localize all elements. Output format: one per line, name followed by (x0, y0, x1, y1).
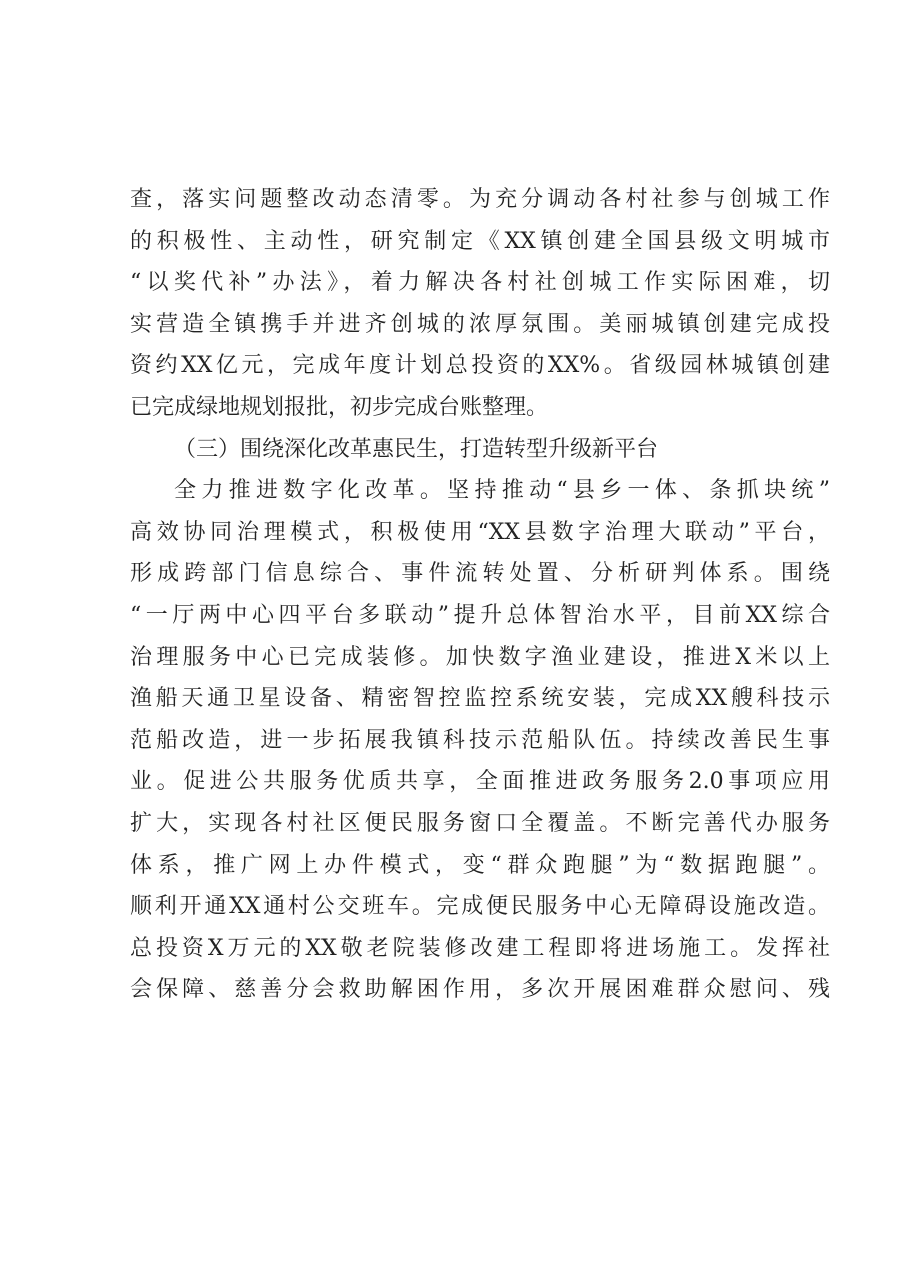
text-line: 已完成绿地规划报批，初步完成台账整理。 (130, 394, 549, 420)
text-line: 的积极性、主动性，研究制定《XX镇创建全国县级文明城市 (130, 228, 830, 254)
text-line: 治理服务中心已完成装修。加快数字渔业建设，推进X米以上 (130, 644, 830, 670)
text-line: 实营造全镇携手并进齐创城的浓厚氛围。美丽城镇创建完成投 (130, 311, 830, 337)
text-line: “一厅两中心四平台多联动”提升总体智治水平，目前XX综合 (130, 602, 830, 628)
text-line: “以奖代补”办法》，着力解决各村社创城工作实际困难，切 (130, 270, 830, 296)
body-text (130, 179, 830, 1011)
text-line: 体系，推广网上办件模式，变“群众跑腿”为“数据跑腿”。 (130, 852, 830, 878)
text-line: 总投资X万元的XX敬老院装修改建工程即将进场施工。发挥社 (130, 935, 830, 961)
text-line: 会保障、慈善分会救助解困作用，多次开展困难群众慰问、残 (130, 977, 830, 1003)
text-line: 全力推进数字化改革。坚持推动“县乡一体、条抓块统” (174, 478, 830, 504)
text-line: 资约XX亿元，完成年度计划总投资的XX%。省级园林城镇创建 (130, 353, 830, 379)
text-line: 查，落实问题整改动态清零。为充分调动各村社参与创城工作 (130, 187, 830, 212)
text-line: 顺利开通XX通村公交班车。完成便民服务中心无障碍设施改造。 (130, 894, 830, 920)
text-line: 范船改造，进一步拓展我镇科技示范船队伍。持续改善民生事 (130, 727, 830, 753)
text-line: 扩大，实现各村社区便民服务窗口全覆盖。不断完善代办服务 (130, 810, 830, 836)
text-line: 形成跨部门信息综合、事件流转处置、分析研判体系。围绕 (130, 561, 830, 587)
text-line: 业。促进公共服务优质共享，全面推进政务服务2.0事项应用 (130, 769, 830, 795)
section-heading: （三）围绕深化改革惠民生，打造转型升级新平台 (174, 436, 659, 462)
text-line: 高效协同治理模式，积极使用“XX县数字治理大联动”平台， (130, 519, 830, 545)
text-line: 渔船天通卫星设备、精密智控监控系统安装，完成XX艘科技示 (130, 686, 830, 712)
